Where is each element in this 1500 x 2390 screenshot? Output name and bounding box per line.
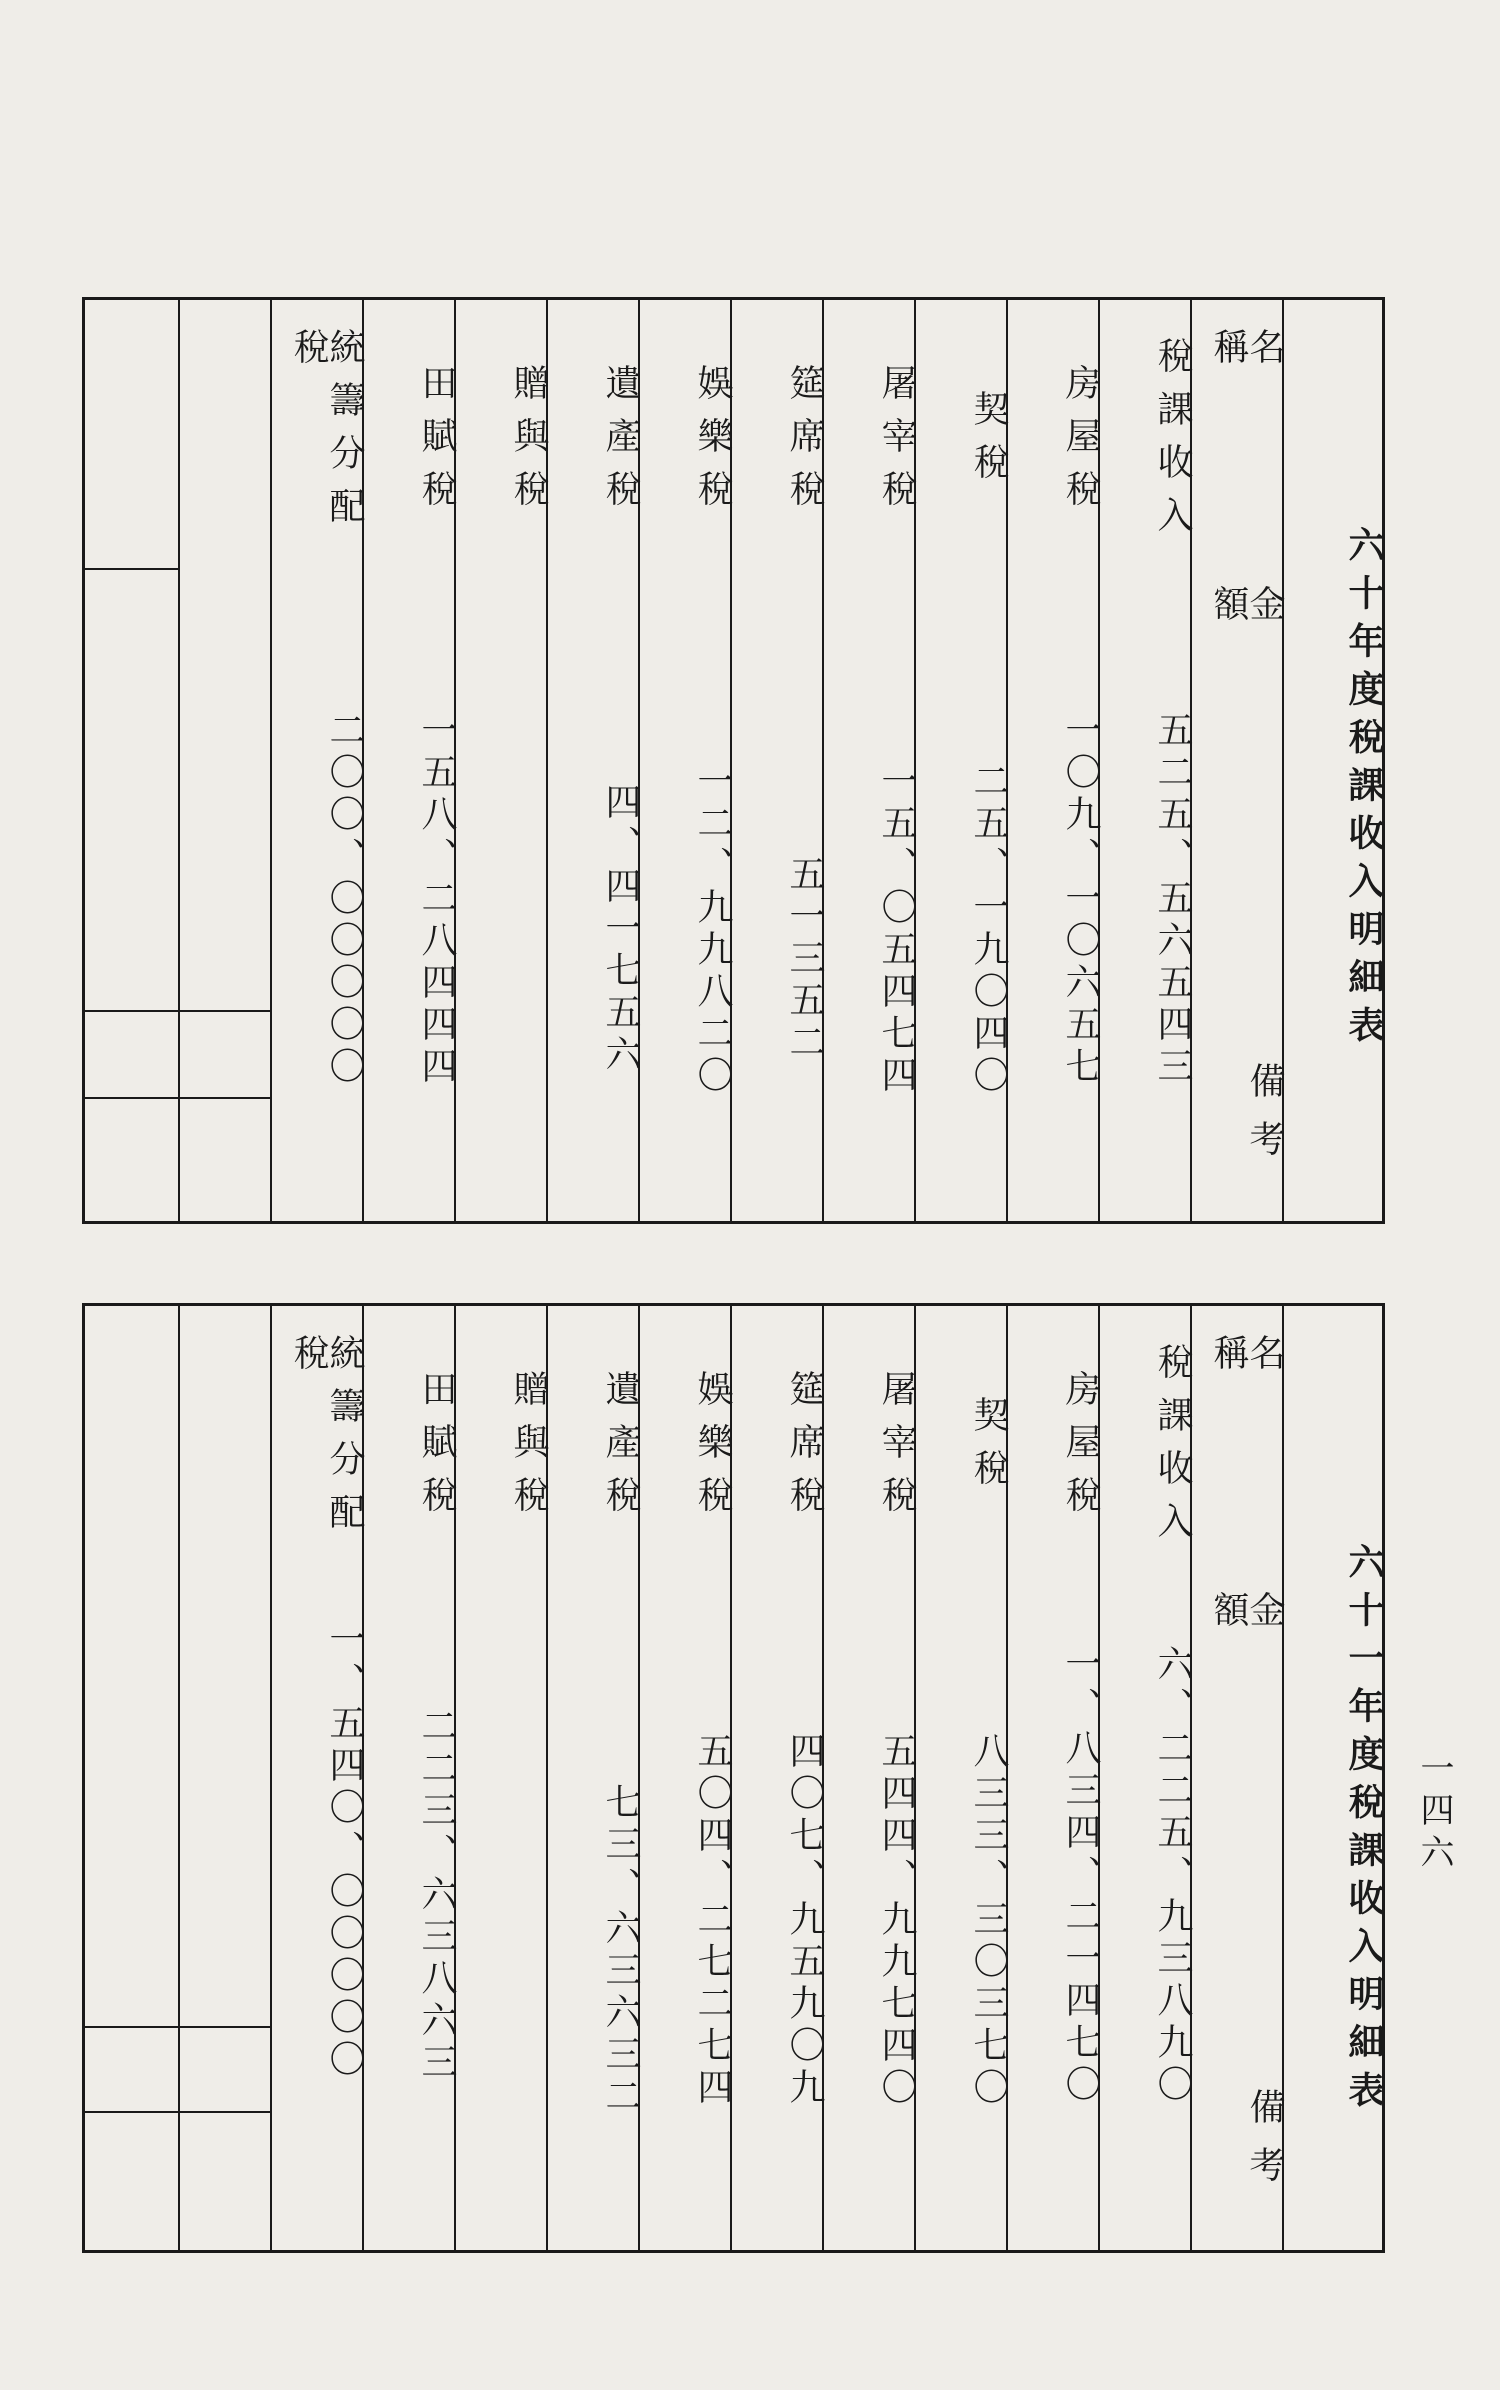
row-name: 遺產稅 bbox=[600, 363, 641, 523]
row-name: 筵席稅 bbox=[784, 1369, 825, 1529]
row-name: 契稅 bbox=[968, 390, 1009, 496]
table-title: 六十年度稅課收入明細表 bbox=[1343, 526, 1385, 1054]
table-row bbox=[1006, 1306, 1101, 2250]
row-name: 屠宰稅 bbox=[876, 363, 917, 523]
page-number: 一四六 bbox=[1414, 1750, 1454, 1876]
table-row bbox=[546, 1306, 641, 2250]
row-amount: 八三三、三〇三七〇 bbox=[968, 1732, 1009, 2110]
row-amount: 一、八三四、二一四七〇 bbox=[1060, 1645, 1101, 2107]
table-row bbox=[270, 1306, 365, 2250]
header-amount: 金額 bbox=[1208, 1591, 1285, 1691]
header-amount: 金額 bbox=[1208, 585, 1285, 685]
row-name: 稅課收入 bbox=[1152, 337, 1193, 549]
table-row bbox=[730, 300, 825, 1221]
row-amount bbox=[456, 700, 546, 1100]
row-name: 贈與稅 bbox=[508, 363, 549, 523]
table-header-column bbox=[1190, 300, 1285, 1221]
row-name: 契稅 bbox=[968, 1396, 1009, 1502]
table-row bbox=[822, 300, 917, 1221]
blank-column bbox=[85, 300, 178, 1221]
header-note: 備考 bbox=[1244, 2088, 1285, 2204]
row-name bbox=[85, 1336, 178, 1816]
row-amount: 二五、一九〇四〇 bbox=[968, 762, 1009, 1098]
table-row bbox=[1006, 300, 1101, 1221]
table-row bbox=[730, 1306, 825, 2250]
row-name: 贈與稅 bbox=[508, 1369, 549, 1529]
divider bbox=[85, 568, 178, 570]
table-header-column bbox=[1190, 1306, 1285, 2250]
row-amount: 四、四一七五六 bbox=[600, 783, 641, 1077]
row-name: 田賦稅 bbox=[416, 363, 457, 523]
blank-column bbox=[178, 1306, 270, 2250]
table-row bbox=[454, 300, 549, 1221]
table-row bbox=[1098, 1306, 1193, 2250]
row-amount: 四〇七、九五九〇九 bbox=[784, 1732, 825, 2110]
table-row bbox=[638, 1306, 733, 2250]
row-name: 房屋稅 bbox=[1060, 1369, 1101, 1529]
divider bbox=[85, 1097, 270, 1099]
table-row bbox=[362, 1306, 457, 2250]
row-amount: 七三、六三六三二 bbox=[600, 1783, 641, 2119]
header-name: 名稱 bbox=[1208, 328, 1285, 456]
row-amount: 一五、〇五四七四 bbox=[876, 762, 917, 1098]
row-name: 屠宰稅 bbox=[876, 1369, 917, 1529]
row-amount: 一五八、二八四四四 bbox=[416, 711, 457, 1089]
row-amount: 一二、九九八二〇 bbox=[692, 762, 733, 1098]
row-amount: 五四四、九九七四〇 bbox=[876, 1732, 917, 2110]
row-name: 娛樂稅 bbox=[692, 1369, 733, 1529]
divider bbox=[85, 2111, 270, 2113]
table-row bbox=[546, 300, 641, 1221]
table-row bbox=[914, 1306, 1009, 2250]
table-title: 六十一年度稅課收入明細表 bbox=[1343, 1543, 1385, 2119]
row-name: 筵席稅 bbox=[784, 363, 825, 523]
row-name: 田賦稅 bbox=[416, 1369, 457, 1529]
row-name: 統籌分配稅 bbox=[288, 1334, 365, 1546]
row-name: 稅課收入 bbox=[1152, 1343, 1193, 1555]
blank-column bbox=[178, 300, 270, 1221]
table-row bbox=[270, 300, 365, 1221]
row-amount: 一、五四〇、〇〇〇〇〇 bbox=[324, 1620, 365, 2082]
header-note: 備考 bbox=[1244, 1062, 1285, 1178]
table-row bbox=[454, 1306, 549, 2250]
table-row bbox=[362, 300, 457, 1221]
tax-revenue-table-61 bbox=[82, 1303, 1385, 2253]
tax-revenue-table-60 bbox=[82, 297, 1385, 1224]
row-name: 房屋稅 bbox=[1060, 363, 1101, 523]
row-amount: 二二三、六三八六三 bbox=[416, 1707, 457, 2085]
row-amount: 六、二二五、九三八九〇 bbox=[1152, 1645, 1193, 2107]
row-name bbox=[85, 330, 178, 810]
table-row bbox=[822, 1306, 917, 2250]
divider bbox=[85, 1010, 270, 1012]
row-name: 娛樂稅 bbox=[692, 363, 733, 523]
table-row bbox=[1098, 300, 1193, 1221]
row-amount: 五一三五二 bbox=[784, 855, 825, 1065]
header-name: 名稱 bbox=[1208, 1334, 1285, 1462]
row-amount: 五〇四、二七二七四 bbox=[692, 1732, 733, 2110]
blank-column bbox=[85, 1306, 178, 2250]
table-row bbox=[914, 300, 1009, 1221]
row-amount bbox=[456, 1676, 546, 2116]
row-name: 統籌分配稅 bbox=[288, 328, 365, 540]
divider bbox=[85, 2026, 270, 2028]
title-column bbox=[1282, 300, 1385, 1221]
row-name: 遺產稅 bbox=[600, 1369, 641, 1529]
title-column bbox=[1282, 1306, 1385, 2250]
row-amount: 五二五、五六五四三 bbox=[1152, 711, 1193, 1089]
row-amount: 二〇〇、〇〇〇〇〇 bbox=[324, 711, 365, 1089]
row-amount: 一〇九、一〇六五七 bbox=[1060, 711, 1101, 1089]
table-row bbox=[638, 300, 733, 1221]
